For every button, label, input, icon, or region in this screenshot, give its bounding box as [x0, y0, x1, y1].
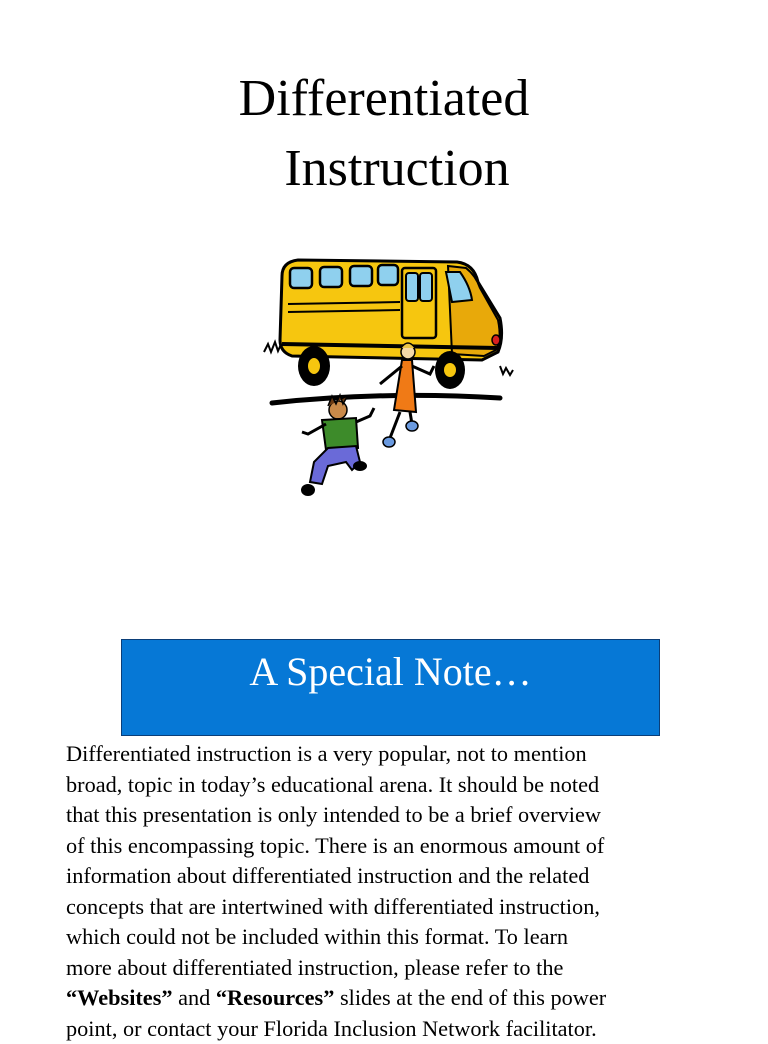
title-line-2: Instruction — [0, 138, 768, 200]
websites-reference: “Websites” — [66, 985, 173, 1010]
title-line-1: Differentiated — [0, 68, 768, 130]
special-note-heading: A Special Note… — [122, 648, 659, 696]
body-line: of this encompassing topic. There is an enormous amount of — [66, 831, 738, 862]
body-line: broad, topic in today’s educational arena. It should be noted — [66, 770, 738, 801]
resources-reference: “Resources” — [216, 985, 335, 1010]
body-rest: slides at the end of this power — [334, 985, 606, 1010]
body-line: Differentiated instruction is a very popular, not to mention — [66, 739, 738, 770]
body-line: concepts that are intertwined with differentiated instruction, — [66, 892, 738, 923]
school-bus-with-children-icon — [252, 248, 522, 508]
body-line-references — [66, 983, 738, 1014]
body-and: and — [173, 985, 216, 1010]
body-line: that this presentation is only intended to be a brief overview — [66, 800, 738, 831]
body-line: information about differentiated instruction and the related — [66, 861, 738, 892]
special-note-box — [121, 639, 660, 736]
note-body-text — [66, 739, 738, 1044]
body-line: which could not be included within this format. To learn — [66, 922, 738, 953]
body-line-cut-off: point, or contact your Florida Inclusion Network facilitator. — [66, 1014, 738, 1044]
body-line: more about differentiated instruction, please refer to the — [66, 953, 738, 984]
